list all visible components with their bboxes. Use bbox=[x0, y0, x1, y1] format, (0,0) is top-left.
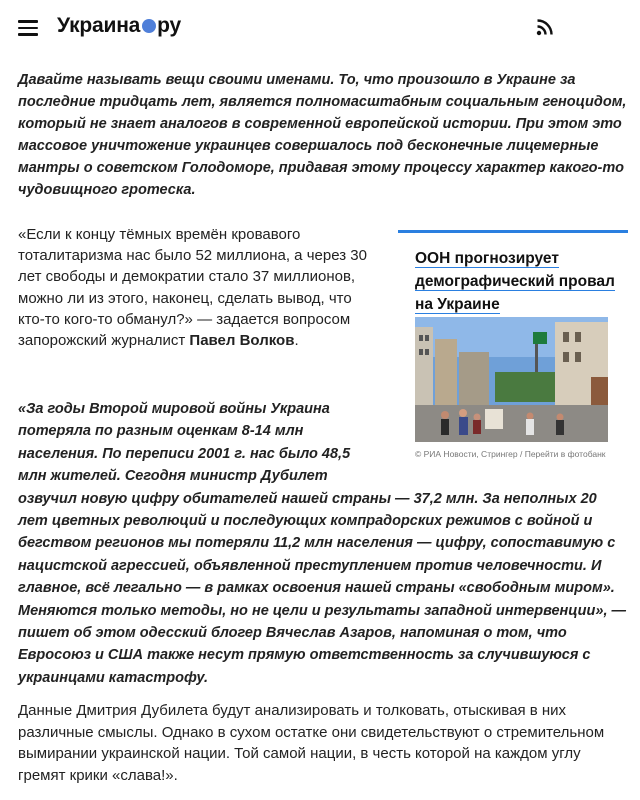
article-lead: Давайте называть вещи своими именами. То, что произошло в Украине за последние тридцать лет, является полномасштабным социальным геноцидом, который не знает аналогов в современной европейской истории. При этом это массовое уничтожение украинцев совершалось под бесконечные лицемерные мантры о советском Голодоморе, придавая этому процессу характер какого-то чудовищного гротеска. bbox=[18, 72, 627, 198]
quote-volkov bbox=[18, 224, 378, 351]
logo-dot-icon bbox=[142, 19, 156, 33]
site-logo[interactable] bbox=[57, 14, 181, 38]
quote2-part1: «За годы Второй мировой войны Украина потеряла по разным оценкам 8-14 млн населения. По переписи 2001 г. нас было 48,5 млн жителей. Сегодня министр Дубилет bbox=[18, 401, 351, 485]
logo-suffix: ру bbox=[157, 14, 181, 37]
quote1-author[interactable]: Павел Волков bbox=[189, 332, 295, 350]
quote2-part2: озвучил новую цифру обитателей нашей страны — 37,2 млн. За неполных 20 лет цветных революций и последующих компрадорских режимов с войной и бегством регионов мы потеряли 11,2 млн населения — цифру, сопоставимую с нацистской агрессией, объявленной преступлением против человечности. И главное, всё легально — в рамках освоения нашей страны «свободным миром». Меняются только методы, но не цели и результаты западной интервенции», — пишет об этом одесский блогер Вячеслав Азаров, напоминая о том, что Евросоюз и США также несут прямую ответственность за случившуюся с украинцами катастрофу. bbox=[18, 490, 627, 686]
related-article-card bbox=[398, 230, 628, 459]
rss-icon[interactable] bbox=[536, 18, 554, 36]
article-paragraph-final: Данные Дмитрия Дубилета будут анализировать и толковать, отыскивая в них различные смыслы. Однако в сухом остатке они свидетельствуют о стремительном вымирании украинской нации. Той самой нации, в честь которой на каждом углу гремят крики «слава!». bbox=[18, 702, 605, 784]
quote1-text: «Если к концу тёмных времён кровавого тоталитаризма нас было 52 миллиона, а через 30 лет свободы и демократии стало 37 миллионов, можно ли из этого, наконец, сделать вывод, что кто-то кого-то обманул?» — задается вопросом запорожский журналист bbox=[18, 226, 367, 350]
quote-azarov bbox=[18, 398, 630, 689]
quote1-end: . bbox=[294, 332, 299, 350]
hamburger-icon[interactable] bbox=[18, 20, 38, 35]
related-article-link[interactable] bbox=[415, 247, 620, 316]
site-header bbox=[0, 0, 640, 56]
logo-text: Украина bbox=[57, 14, 141, 37]
related-article-title: ООН прогнозирует демографический провал на Украине bbox=[415, 250, 615, 313]
photo-caption[interactable]: © РИА Новости, Стрингер / Перейти в фотобанк bbox=[415, 449, 606, 459]
